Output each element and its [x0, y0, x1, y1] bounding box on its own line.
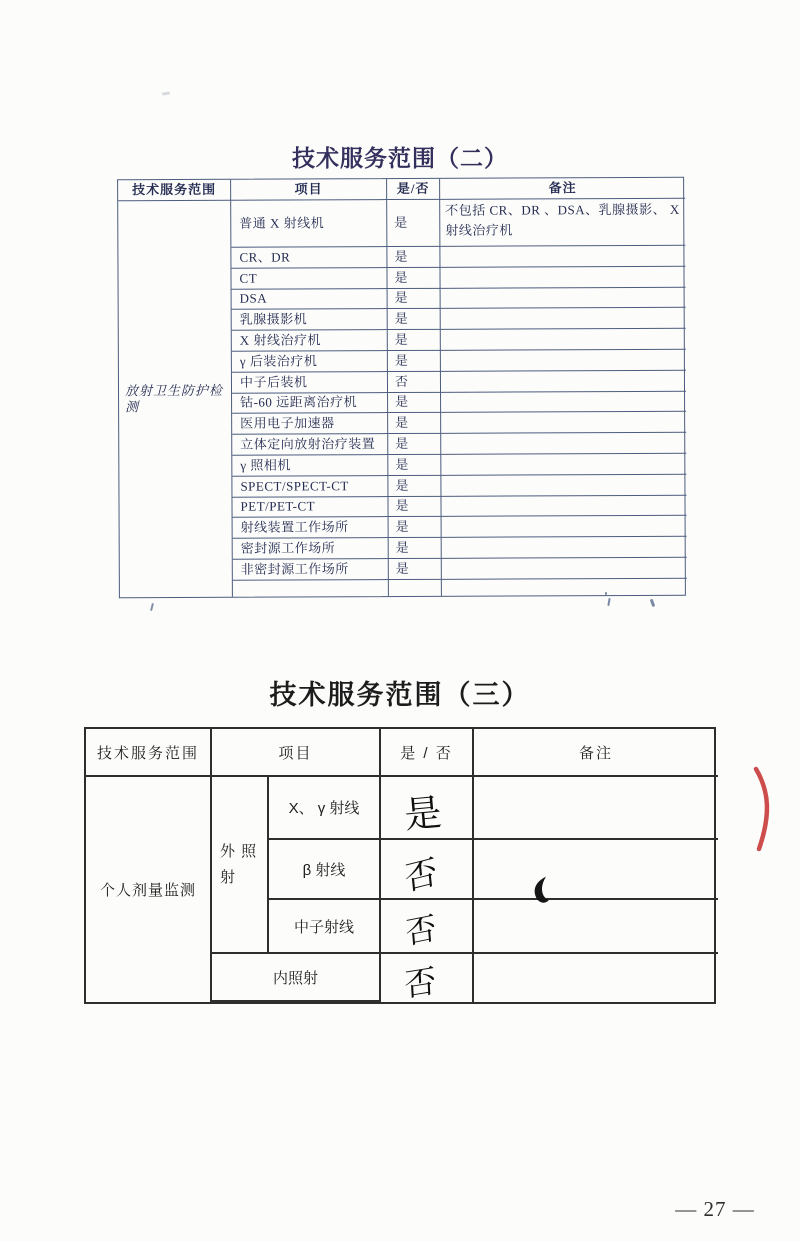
table1-yesno-cell: 是	[388, 351, 441, 372]
table2-answer-cell	[381, 840, 474, 900]
table1-remark-cell	[440, 246, 685, 268]
table1-item-cell: γ 照相机	[232, 455, 388, 476]
table1-item-cell: X 射线治疗机	[232, 330, 388, 351]
red-pen-stroke-icon	[748, 764, 782, 854]
table1-yesno-cell: 是	[389, 559, 442, 580]
table1-remark-cell: 不包括 CR、DR 、DSA、乳腺摄影、 X 射线治疗机	[440, 199, 685, 247]
table1-yesno-cell: 是	[388, 330, 441, 351]
table1-yesno-cell: 是	[388, 476, 441, 497]
table2-remark-cell	[474, 777, 718, 840]
table1-header-item: 项目	[231, 179, 387, 201]
table2-header-scope: 技术服务范围	[86, 729, 212, 777]
table1-remark-cell	[442, 516, 687, 538]
table1-remark-cell	[441, 475, 686, 497]
table1-item-cell: 普通 X 射线机	[231, 200, 387, 248]
table1-item-cell	[233, 580, 389, 597]
table1-item-cell: 中子后装机	[232, 372, 388, 393]
table1-remark-cell	[441, 454, 686, 476]
table1-remark-cell	[441, 350, 686, 372]
table1-title: 技术服务范围（二）	[292, 146, 508, 171]
table2-answer-cell	[381, 777, 474, 840]
table2-remark-cell	[474, 900, 718, 954]
table1-yesno-cell: 是	[388, 392, 441, 413]
table1-yesno-cell: 是	[389, 538, 442, 559]
table2-external-group-cell: 外 照 射	[212, 777, 269, 954]
scan-speck	[150, 603, 154, 611]
table1-item-cell: γ 后装治疗机	[232, 351, 388, 372]
table2-remark-cell	[474, 954, 718, 1002]
table1-item-cell: 立体定向放射治疗装置	[232, 434, 388, 455]
handwritten-answer: 否	[404, 962, 438, 1004]
table1-remark-cell	[441, 495, 686, 517]
table1-yesno-cell: 是	[387, 247, 440, 268]
table1-item-cell: 密封源工作场所	[233, 538, 389, 559]
table2-remark-cell	[474, 840, 718, 900]
table2-header-item: 项目	[212, 729, 381, 777]
handwritten-answer: 否	[403, 851, 440, 898]
handwritten-answer: 否	[404, 909, 438, 951]
table1-item-cell: CT	[231, 268, 387, 289]
table1-remark-cell	[441, 287, 686, 309]
table1-header-scope: 技术服务范围	[118, 180, 231, 201]
table1-remark-cell	[441, 329, 686, 351]
table1-yesno-cell: 是	[388, 288, 441, 309]
table1-item-cell: 非密封源工作场所	[233, 559, 389, 580]
table1-yesno-cell: 是	[387, 200, 440, 247]
scan-speck	[162, 91, 170, 95]
table1-remark-cell	[442, 579, 687, 596]
table1-yesno-cell: 否	[388, 372, 441, 393]
table1-item-cell: DSA	[232, 289, 388, 310]
table1-yesno-cell	[389, 580, 442, 596]
table1-yesno-cell: 是	[387, 268, 440, 289]
page-number: — 27 —	[675, 1197, 755, 1221]
table1-remark-cell	[441, 391, 686, 413]
table1-remark-cell	[441, 308, 686, 330]
table1-yesno-cell: 是	[388, 434, 441, 455]
handwritten-answer: 是	[402, 791, 444, 836]
table1-item-cell: 医用电子加速器	[232, 413, 388, 434]
table1-remark-cell	[441, 412, 686, 434]
table2	[84, 727, 716, 1004]
table2-internal-cell: 内照射	[212, 954, 381, 1002]
table1-item-cell: PET/PET-CT	[232, 497, 388, 518]
table2-item-cell: X、 γ 射线	[269, 777, 381, 840]
table1-item-cell: CR、DR	[231, 247, 387, 268]
table1-category-cell: 放射卫生防护检测	[118, 201, 233, 597]
table1-yesno-cell: 是	[388, 455, 441, 476]
table1-yesno-cell: 是	[388, 496, 441, 517]
table1-item-cell: 乳腺摄影机	[232, 309, 388, 330]
table2-answer-cell	[381, 954, 474, 1002]
table2-category-cell: 个人剂量监测	[86, 777, 212, 1002]
table1-item-cell: SPECT/SPECT-CT	[232, 476, 388, 497]
table2-item-cell: β 射线	[269, 840, 381, 900]
table2-header-remark: 备注	[474, 729, 718, 777]
table1-header-yesno: 是/否	[387, 179, 440, 200]
table1-yesno-cell: 是	[388, 309, 441, 330]
table1-item-cell: 射线装置工作场所	[233, 517, 389, 538]
ink-comma-icon	[526, 872, 556, 909]
table2-item-cell: 中子射线	[269, 900, 381, 954]
table2-answer-cell	[381, 900, 474, 954]
scan-speck	[650, 599, 655, 607]
table1-remark-cell	[442, 558, 687, 580]
table1-yesno-cell: 是	[389, 517, 442, 538]
table1-remark-cell	[441, 371, 686, 393]
scan-speck	[607, 598, 610, 606]
table1-remark-cell	[441, 433, 686, 455]
table1-header-remark: 备注	[440, 178, 685, 200]
table1	[117, 177, 686, 598]
table2-header-yesno: 是 / 否	[381, 729, 474, 777]
table1-yesno-cell: 是	[388, 413, 441, 434]
table1-item-cell: 钴-60 远距离治疗机	[232, 393, 388, 414]
table1-remark-cell	[440, 267, 685, 289]
table2-title: 技术服务范围（三）	[269, 680, 531, 710]
table1-remark-cell	[442, 537, 687, 559]
